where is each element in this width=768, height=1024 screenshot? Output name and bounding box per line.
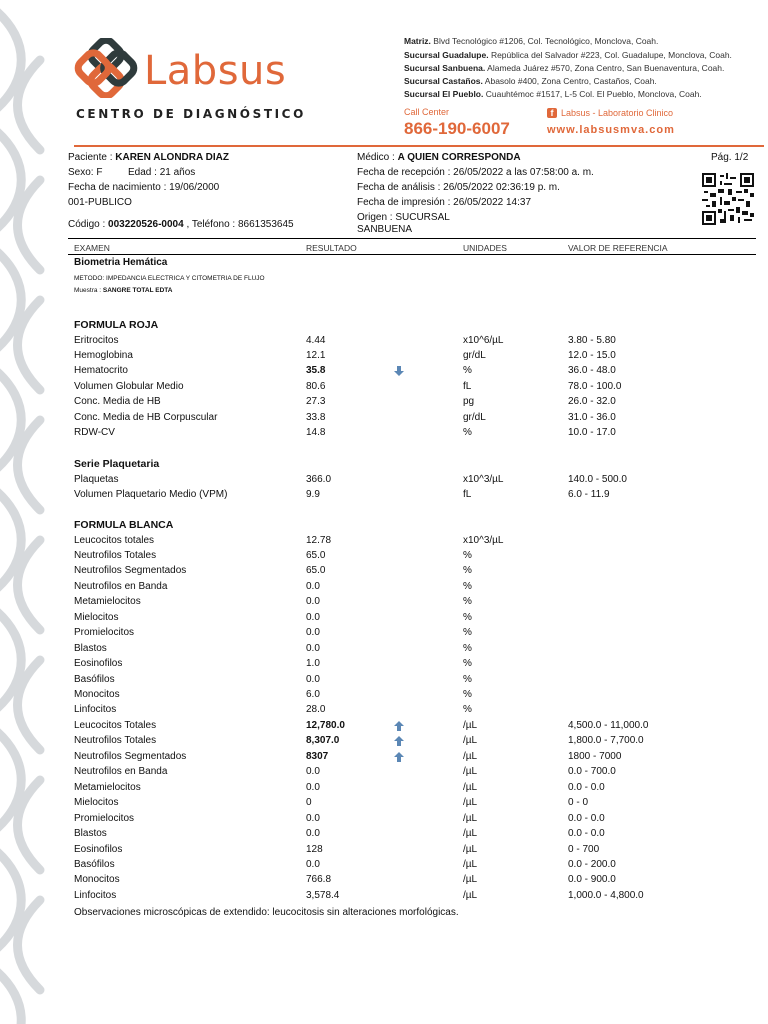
analysis-date: Fecha de análisis : 26/05/2022 02:36:19 p. m.	[357, 182, 560, 193]
address-guadalupe: Sucursal Guadalupe. República del Salvador #223, Col. Guadalupe, Monclova, Coah.	[404, 50, 732, 60]
table-row	[0, 596, 768, 612]
result-name: Linfocitos	[74, 889, 117, 901]
section-title: Serie Plaquetaria	[74, 458, 160, 470]
result-value: 0.0	[306, 611, 320, 623]
result-value: 1.0	[306, 658, 320, 670]
labsus-logo-icon	[72, 38, 140, 98]
result-name: Blastos	[74, 642, 107, 654]
table-row	[0, 689, 768, 705]
origin: Origen : SUCURSAL	[357, 212, 450, 223]
result-unit: /µL	[463, 750, 478, 762]
result-value: 0.0	[306, 673, 320, 685]
result-unit: pg	[463, 396, 475, 408]
result-unit: /µL	[463, 828, 478, 840]
result-value: 80.6	[306, 380, 326, 392]
result-name: Neutrofilos Totales	[74, 735, 157, 747]
col-reference: VALOR DE REFERENCIA	[568, 243, 668, 253]
result-name: Eosinofilos	[74, 658, 123, 670]
result-value: 0.0	[306, 858, 320, 870]
patient-plan: 001-PUBLICO	[68, 197, 132, 208]
result-name: Promielocitos	[74, 812, 135, 824]
study-method: METODO: IMPEDANCIA ELECTRICA Y CITOMETRIA DE FLUJO	[74, 275, 265, 282]
table-row	[0, 427, 768, 443]
result-unit: %	[463, 673, 472, 685]
result-value: 0.0	[306, 580, 320, 592]
result-reference: 4,500.0 - 11,000.0	[568, 719, 649, 731]
result-name: Eosinofilos	[74, 843, 123, 855]
result-value: 766.8	[306, 874, 332, 886]
header-divider	[74, 145, 764, 147]
result-value: 0.0	[306, 627, 320, 639]
result-unit: /µL	[463, 735, 478, 747]
section-title: FORMULA ROJA	[74, 319, 159, 331]
address-sanbuena: Sucursal Sanbuena. Alameda Juárez #570, Zona Centro, San Buenaventura, Coah.	[404, 63, 725, 73]
result-unit: %	[463, 580, 472, 592]
result-unit: x10^3/µL	[463, 473, 504, 485]
result-value: 65.0	[306, 549, 326, 561]
result-unit: x10^6/µL	[463, 334, 504, 346]
table-row	[0, 627, 768, 643]
result-reference: 0.0 - 0.0	[568, 812, 605, 824]
col-units: UNIDADES	[463, 243, 507, 253]
result-value: 0.0	[306, 828, 320, 840]
result-reference: 0 - 700	[568, 843, 600, 855]
result-reference: 26.0 - 32.0	[568, 396, 616, 408]
reception-date: Fecha de recepción : 26/05/2022 a las 07:58:00 a. m.	[357, 167, 594, 178]
result-name: RDW-CV	[74, 427, 115, 439]
result-name: Linfocitos	[74, 704, 117, 716]
result-value: 12,780.0	[306, 719, 345, 731]
result-unit: fL	[463, 488, 472, 500]
facebook-icon: f	[547, 108, 557, 118]
patient-age: Edad : 21 años	[128, 167, 196, 178]
table-row	[0, 581, 768, 597]
table-header-line	[68, 254, 756, 255]
brand-name: Labsus	[144, 48, 287, 94]
table-row	[0, 735, 768, 751]
table-row	[0, 474, 768, 490]
result-value: 8307	[306, 750, 329, 762]
table-row	[0, 859, 768, 875]
study-title: Biometria Hemática	[74, 257, 168, 268]
result-unit: /µL	[463, 843, 478, 855]
col-result: RESULTADO	[306, 243, 357, 253]
result-name: Eritrocitos	[74, 334, 119, 346]
section-title: FORMULA BLANCA	[74, 519, 174, 531]
table-row	[0, 751, 768, 767]
patient-dob: Fecha de nacimiento : 19/06/2000	[68, 182, 220, 193]
result-unit: %	[463, 658, 472, 670]
print-date: Fecha de impresión : 26/05/2022 14:37	[357, 197, 532, 208]
result-unit: /µL	[463, 719, 478, 731]
result-value: 0	[306, 797, 312, 809]
arrow-up-icon	[394, 752, 404, 765]
result-name: Leucocitos Totales	[74, 719, 157, 731]
page-number: Pág. 1/2	[711, 152, 749, 163]
result-unit: %	[463, 642, 472, 654]
result-unit: %	[463, 596, 472, 608]
callcenter-label: Call Center	[404, 107, 450, 117]
result-name: Basófilos	[74, 673, 115, 685]
result-value: 27.3	[306, 396, 326, 408]
result-value: 0.0	[306, 642, 320, 654]
arrow-down-icon	[394, 366, 404, 379]
arrow-up-icon	[394, 721, 404, 734]
table-row	[0, 674, 768, 690]
result-name: Hemoglobina	[74, 349, 133, 361]
result-value: 12.1	[306, 349, 326, 361]
address-matriz: Matriz. Blvd Tecnológico #1206, Col. Tecnológico, Monclova, Coah.	[404, 36, 659, 46]
result-unit: %	[463, 549, 472, 561]
result-value: 366.0	[306, 473, 332, 485]
result-name: Neutrofilos en Banda	[74, 580, 168, 592]
table-row	[0, 782, 768, 798]
table-row	[0, 844, 768, 860]
table-row	[0, 813, 768, 829]
origin-branch: SANBUENA	[357, 224, 413, 235]
result-unit: %	[463, 627, 472, 639]
result-name: Neutrofilos Segmentados	[74, 750, 187, 762]
result-reference: 3.80 - 5.80	[568, 334, 616, 346]
result-reference: 0.0 - 0.0	[568, 828, 605, 840]
table-row	[0, 412, 768, 428]
observations: Observaciones microscópicas de extendido: leucocitosis sin alteraciones morfológicas.	[74, 907, 459, 918]
website-link[interactable]: www.labsusmva.com	[547, 124, 675, 136]
result-value: 0.0	[306, 812, 320, 824]
table-row	[0, 381, 768, 397]
result-value: 4.44	[306, 334, 326, 346]
result-name: Plaquetas	[74, 473, 119, 485]
arrow-up-icon	[394, 736, 404, 749]
table-row	[0, 396, 768, 412]
result-value: 65.0	[306, 565, 326, 577]
result-unit: %	[463, 689, 472, 700]
result-value: 0.0	[306, 766, 320, 778]
result-name: Neutrofilos Totales	[74, 549, 157, 561]
result-name: Volumen Plaquetario Medio (VPM)	[74, 488, 228, 500]
result-name: Volumen Globular Medio	[74, 380, 184, 392]
result-value: 3,578.4	[306, 889, 340, 901]
result-unit: /µL	[463, 889, 478, 901]
patient-code: Código : 003220526-0004 , Teléfono : 8661353645	[68, 219, 294, 230]
table-row	[0, 535, 768, 551]
study-sample: Muestra : SANGRE TOTAL EDTA	[74, 287, 173, 294]
table-row	[0, 797, 768, 813]
result-name: Promielocitos	[74, 627, 135, 639]
result-name: Conc. Media de HB	[74, 396, 161, 408]
table-row	[0, 874, 768, 890]
result-reference: 0.0 - 900.0	[568, 874, 616, 886]
result-unit: gr/dL	[463, 349, 486, 361]
facebook-page: Labsus - Laboratorio Clinico	[561, 108, 674, 118]
result-name: Monocitos	[74, 874, 120, 886]
result-unit: /µL	[463, 797, 478, 809]
doctor: Médico : A QUIEN CORRESPONDA	[357, 152, 521, 163]
result-value: 12.78	[306, 534, 332, 546]
result-value: 128	[306, 843, 323, 855]
result-reference: 31.0 - 36.0	[568, 411, 616, 423]
table-row	[0, 612, 768, 628]
result-reference: 36.0 - 48.0	[568, 365, 616, 377]
result-reference: 0.0 - 700.0	[568, 766, 616, 778]
result-name: Metamielocitos	[74, 596, 141, 608]
result-value: 0.0	[306, 596, 320, 608]
result-unit: %	[463, 427, 472, 439]
result-value: 9.9	[306, 488, 320, 500]
result-name: Mielocitos	[74, 797, 119, 809]
result-unit: %	[463, 611, 472, 623]
table-top-line	[68, 238, 756, 239]
result-unit: /µL	[463, 781, 478, 793]
result-reference: 1,000.0 - 4,800.0	[568, 889, 644, 901]
patient-name: Paciente : KAREN ALONDRA DIAZ	[68, 152, 229, 163]
result-value: 28.0	[306, 704, 326, 716]
table-row	[0, 720, 768, 736]
result-name: Blastos	[74, 828, 107, 840]
result-unit: /µL	[463, 874, 478, 886]
table-row	[0, 365, 768, 381]
address-castanos: Sucursal Castaños. Abasolo #400, Zona Centro, Castaños, Coah.	[404, 76, 657, 86]
result-name: Neutrofilos en Banda	[74, 766, 168, 778]
result-name: Hematocrito	[74, 365, 128, 377]
result-unit: %	[463, 704, 472, 716]
result-unit: %	[463, 365, 472, 377]
result-reference: 78.0 - 100.0	[568, 380, 622, 392]
address-el-pueblo: Sucursal El Pueblo. Cuauhtémoc #1517, L-5 Col. El Pueblo, Monclova, Coah.	[404, 89, 702, 99]
result-unit: x10^3/µL	[463, 534, 504, 546]
result-name: Mielocitos	[74, 611, 119, 623]
table-row	[0, 704, 768, 720]
result-name: Leucocitos totales	[74, 534, 155, 546]
qr-code	[702, 173, 754, 225]
result-reference: 1800 - 7000	[568, 750, 622, 762]
result-unit: gr/dL	[463, 411, 486, 423]
result-name: Basófilos	[74, 858, 115, 870]
table-row	[0, 350, 768, 366]
result-value: 14.8	[306, 427, 326, 439]
result-reference: 10.0 - 17.0	[568, 427, 616, 439]
result-reference: 12.0 - 15.0	[568, 349, 616, 361]
result-value: 6.0	[306, 689, 320, 700]
table-row	[0, 550, 768, 566]
table-row	[0, 643, 768, 659]
result-value: 0.0	[306, 781, 320, 793]
result-reference: 0.0 - 0.0	[568, 781, 605, 793]
table-row	[0, 828, 768, 844]
table-row	[0, 565, 768, 581]
result-reference: 140.0 - 500.0	[568, 473, 627, 485]
table-row	[0, 766, 768, 782]
callcenter-phone: 866-190-6007	[404, 119, 510, 138]
result-reference: 6.0 - 11.9	[568, 488, 610, 500]
result-name: Monocitos	[74, 689, 120, 700]
result-reference: 1,800.0 - 7,700.0	[568, 735, 644, 747]
result-name: Metamielocitos	[74, 781, 141, 793]
result-unit: %	[463, 565, 472, 577]
result-unit: /µL	[463, 858, 478, 870]
result-value: 33.8	[306, 411, 326, 423]
table-row	[0, 335, 768, 351]
brand-tagline: CENTRO DE DIAGNÓSTICO	[76, 107, 306, 121]
patient-sex: Sexo: F	[68, 167, 103, 178]
result-reference: 0 - 0	[568, 797, 589, 809]
result-name: Neutrofilos Segmentados	[74, 565, 187, 577]
result-name: Conc. Media de HB Corpuscular	[74, 411, 218, 423]
result-unit: /µL	[463, 812, 478, 824]
result-unit: /µL	[463, 766, 478, 778]
table-row	[0, 890, 768, 906]
table-row	[0, 658, 768, 674]
table-row	[0, 489, 768, 505]
result-value: 8,307.0	[306, 735, 340, 747]
col-exam: EXAMEN	[74, 243, 110, 253]
result-value: 35.8	[306, 365, 326, 377]
result-unit: fL	[463, 380, 472, 392]
result-reference: 0.0 - 200.0	[568, 858, 616, 870]
